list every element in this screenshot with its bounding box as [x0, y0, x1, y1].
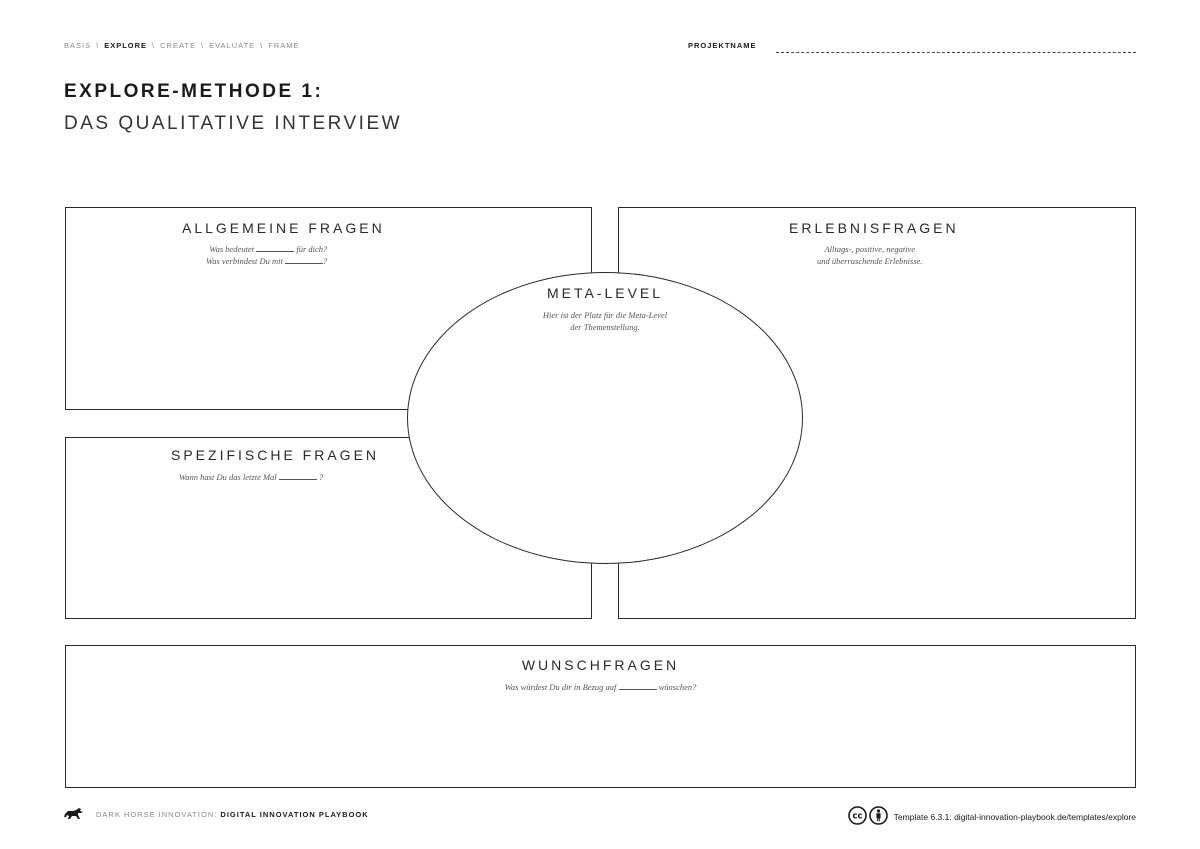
meta-level-hint	[408, 309, 802, 333]
brand-name: DIGITAL INNOVATION PLAYBOOK	[220, 809, 369, 819]
meta-level-title: META-LEVEL	[546, 285, 664, 301]
breadcrumb	[64, 41, 300, 50]
allgemeine-fragen-title: ALLGEMEINE FRAGEN	[182, 220, 385, 236]
fill-in-blank	[256, 243, 294, 252]
hint-text: der Themenstellung.	[570, 322, 640, 332]
nav-item-explore[interactable]: EXPLORE	[104, 41, 148, 50]
hint-text: und überraschende Erlebnisse.	[817, 256, 923, 266]
fill-in-blank	[285, 255, 323, 264]
template-reference: Template 6.3.1: digital-innovation-playbook.de/templates/explore	[893, 811, 1136, 822]
fill-in-blank	[279, 471, 317, 480]
wunschfragen-title: WUNSCHFRAGEN	[521, 657, 680, 673]
horse-icon	[64, 808, 84, 820]
hint-text: wünschen?	[658, 682, 697, 692]
nav-separator: \	[260, 41, 264, 50]
meta-level-ellipse[interactable]	[407, 272, 803, 564]
spezifische-fragen-hint	[179, 471, 323, 483]
attribution-icon	[869, 806, 888, 827]
hint-text: Was würdest Du dir in Bezug auf	[504, 682, 617, 692]
nav-item-create[interactable]: CREATE	[160, 41, 196, 50]
hint-text: ?	[318, 472, 324, 482]
page-title: EXPLORE-METHODE 1:	[64, 81, 324, 102]
hint-text: ?	[323, 256, 328, 266]
hint-text: für dich?	[296, 244, 328, 254]
projektname-label: PROJEKTNAME	[688, 41, 757, 50]
allgemeine-fragen-hint	[206, 243, 327, 267]
hint-text: Hier ist der Platz für die Meta-Level	[542, 310, 668, 320]
hint-text: Alltags-, positive, negative	[824, 244, 916, 254]
page-subtitle: DAS QUALITATIVE INTERVIEW	[64, 113, 403, 134]
footer-template-info	[848, 806, 1136, 827]
erlebnisfragen-hint	[817, 243, 923, 267]
cc-icon	[848, 806, 867, 827]
nav-separator: \	[201, 41, 205, 50]
hint-text: Was bedeutet	[209, 244, 255, 254]
fill-in-blank	[619, 681, 657, 690]
nav-separator: \	[152, 41, 156, 50]
svg-text:cc: cc	[852, 811, 863, 822]
projektname-field[interactable]	[776, 52, 1136, 53]
wunschfragen-hint	[66, 681, 1135, 693]
nav-separator: \	[96, 41, 100, 50]
brand-prefix: DARK HORSE INNOVATION:	[96, 809, 218, 819]
spezifische-fragen-title: SPEZIFISCHE FRAGEN	[171, 447, 380, 463]
erlebnisfragen-title: ERLEBNISFRAGEN	[789, 220, 959, 236]
license-badge	[848, 806, 888, 827]
footer-brand	[64, 808, 369, 820]
nav-item-evaluate[interactable]: EVALUATE	[209, 41, 256, 50]
nav-item-frame[interactable]: FRAME	[268, 41, 300, 50]
hint-text: Was verbindest Du mit	[206, 256, 283, 266]
nav-item-basis[interactable]: BASIS	[64, 41, 92, 50]
hint-text: Wann hast Du das letzte Mal	[179, 472, 277, 482]
wunschfragen-box[interactable]	[65, 645, 1136, 788]
